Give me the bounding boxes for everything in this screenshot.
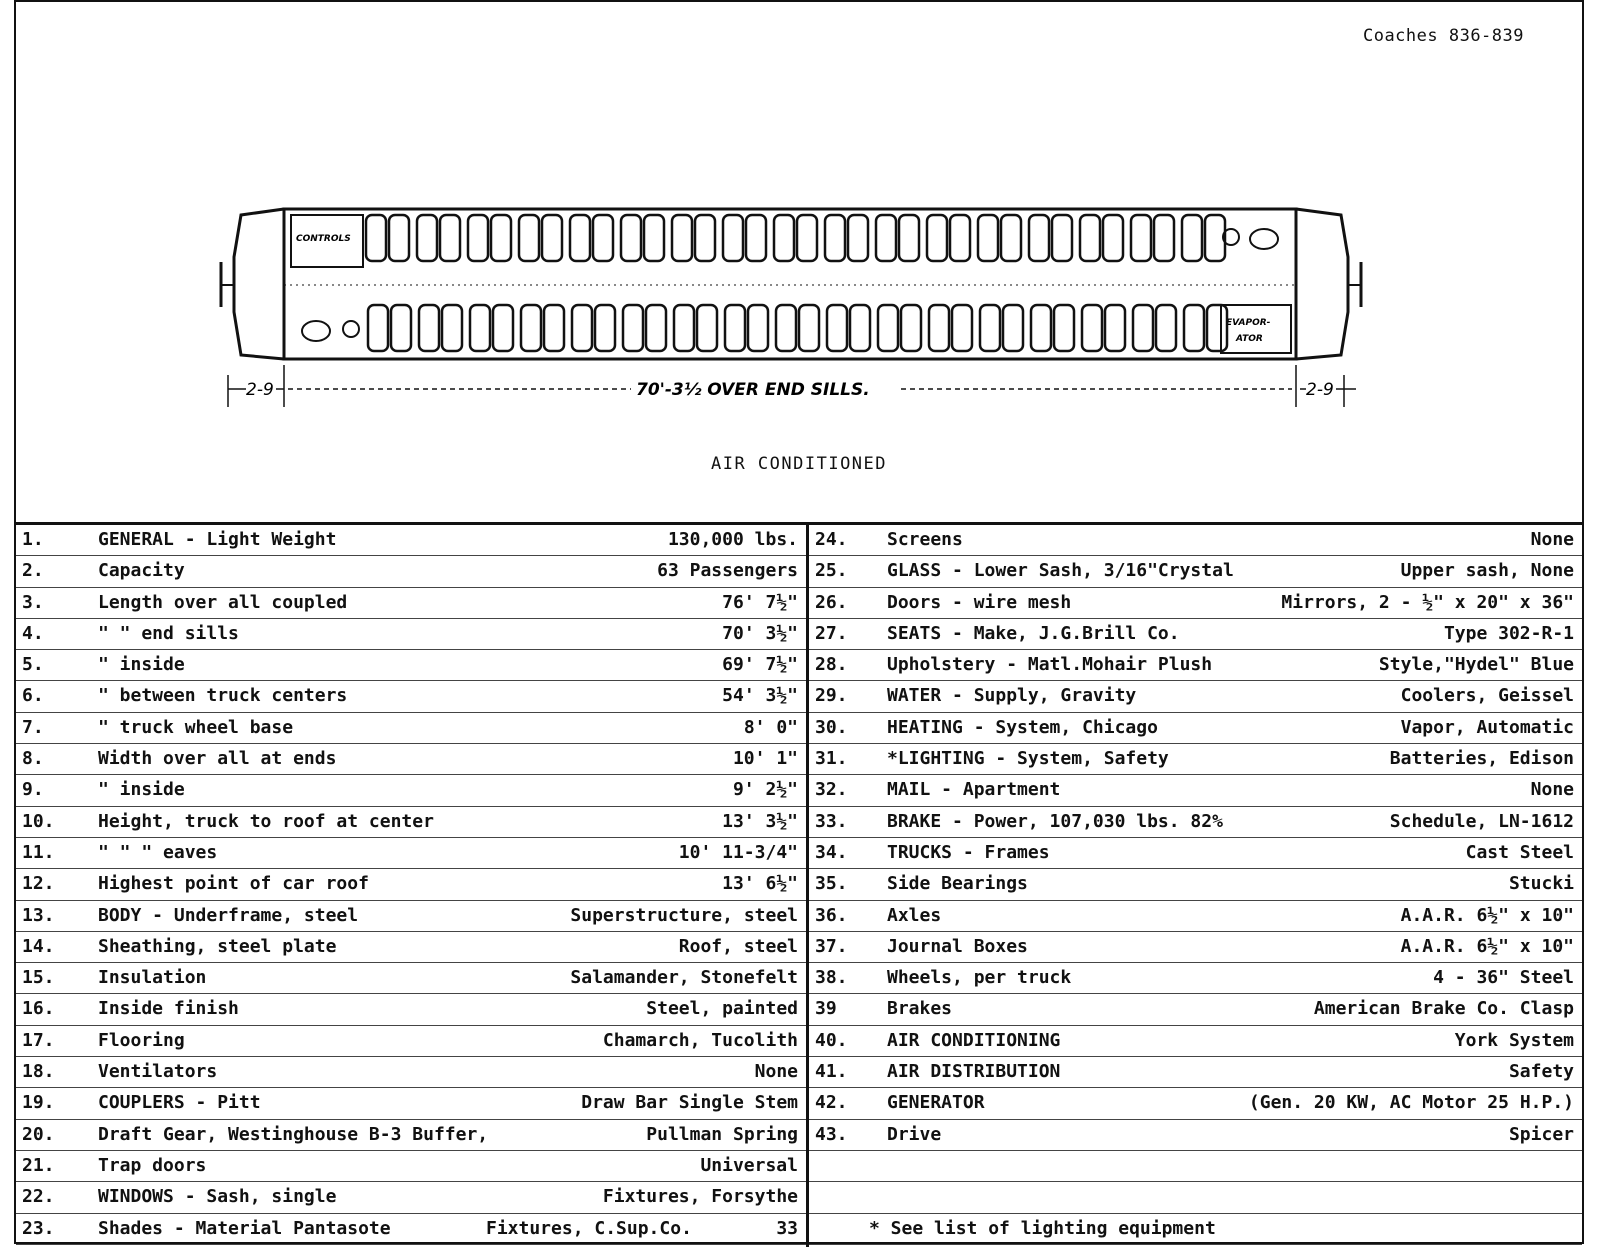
spec-number: 18. [22, 1061, 55, 1083]
spec-row [16, 588, 806, 619]
spec-value: 8' 0" [743, 716, 798, 738]
spec-column-left [16, 525, 809, 1247]
spec-value: Spicer [1508, 1123, 1574, 1145]
seat [1103, 215, 1123, 261]
spec-value: York System [1454, 1029, 1574, 1051]
seat [519, 215, 539, 261]
specification-table [16, 522, 1582, 1247]
spec-number: 39 [815, 998, 837, 1020]
spec-number: 41. [815, 1061, 848, 1083]
spec-label: Drive [887, 1123, 942, 1145]
controls-compartment [291, 215, 363, 267]
spec-value: 54' 3½" [722, 685, 798, 707]
spec-value: Salamander, Stonefelt [570, 967, 798, 989]
seat [697, 305, 717, 351]
spec-number: 17. [22, 1029, 55, 1051]
spec-row [809, 1026, 1582, 1057]
spec-row [809, 775, 1582, 806]
spec-row [809, 1120, 1582, 1151]
spec-number: 14. [22, 935, 55, 957]
seat [674, 305, 694, 351]
spec-row [16, 1214, 806, 1245]
spec-row [16, 1026, 806, 1057]
spec-row [809, 1182, 1582, 1213]
spec-label: " " end sills [98, 622, 239, 644]
seat [419, 305, 439, 351]
spec-label: " " " eaves [98, 841, 218, 863]
spec-value: Universal [700, 1154, 798, 1176]
spec-label: Screens [887, 529, 963, 550]
spec-value: 10' 11-3/4" [678, 841, 798, 863]
spec-row [16, 619, 806, 650]
seat [470, 305, 490, 351]
spec-label: Shades - Material Pantasote [98, 1217, 391, 1239]
spec-number: 34. [815, 841, 848, 863]
spec-label: MAIL - Apartment [887, 779, 1061, 801]
spec-value: Batteries, Edison [1389, 748, 1574, 770]
seat [725, 305, 745, 351]
spec-label: GENERATOR [887, 1092, 985, 1114]
spec-value: None [754, 1061, 798, 1083]
seat [950, 215, 970, 261]
spec-label: Capacity [98, 560, 185, 582]
spec-number: 12. [22, 873, 55, 895]
seat [878, 305, 898, 351]
spec-row [16, 713, 806, 744]
spec-number: 20. [22, 1123, 55, 1145]
seat [899, 215, 919, 261]
spec-row [809, 1214, 1582, 1245]
spec-number: 10. [22, 810, 55, 832]
seat [797, 215, 817, 261]
spec-row [16, 650, 806, 681]
seat [542, 215, 562, 261]
dimension-center-label: 70'-3½ OVER END SILLS. [636, 380, 870, 400]
seat [927, 215, 947, 261]
spec-sheet [14, 0, 1584, 1244]
spec-value: Cast Steel [1465, 841, 1574, 863]
seat [1205, 215, 1225, 261]
spec-label: * See list of lighting equipment [869, 1217, 1216, 1239]
spec-value: Schedule, LN-1612 [1389, 810, 1574, 832]
spec-row [809, 744, 1582, 775]
seat [1054, 305, 1074, 351]
seat [1082, 305, 1102, 351]
spec-label: GENERAL - Light Weight [98, 529, 337, 550]
evaporator-label-line1: EVAPOR- [1226, 318, 1271, 328]
seat [593, 215, 613, 261]
spec-label: Height, truck to roof at center [98, 810, 434, 832]
seat [929, 305, 949, 351]
spec-label: Side Bearings [887, 873, 1028, 895]
spec-label: BODY - Underframe, steel [98, 904, 359, 926]
spec-number: 15. [22, 967, 55, 989]
seat [1133, 305, 1153, 351]
spec-label: Doors - wire mesh [887, 591, 1072, 613]
spec-number: 28. [815, 654, 848, 676]
seat [442, 305, 462, 351]
spec-row [16, 681, 806, 712]
seat [1184, 305, 1204, 351]
spec-number: 25. [815, 560, 848, 582]
seat [799, 305, 819, 351]
spec-row [16, 869, 806, 900]
spec-row [809, 619, 1582, 650]
spec-row [809, 838, 1582, 869]
spec-number: 13. [22, 904, 55, 926]
spec-row [16, 1151, 806, 1182]
spec-label: Wheels, per truck [887, 967, 1072, 989]
seat [876, 215, 896, 261]
spec-row [16, 775, 806, 806]
spec-value: A.A.R. 6½" x 10" [1400, 904, 1574, 926]
seat [391, 305, 411, 351]
seat [623, 305, 643, 351]
evaporator-label-line2: ATOR [1236, 334, 1263, 344]
spec-label: AIR DISTRIBUTION [887, 1061, 1061, 1083]
seat [901, 305, 921, 351]
spec-label: Inside finish [98, 998, 239, 1020]
seat [468, 215, 488, 261]
seat [825, 215, 845, 261]
seat-row-top [366, 215, 1225, 261]
spec-value: None [1530, 529, 1574, 550]
seat [1001, 215, 1021, 261]
spec-number: 1. [22, 529, 44, 550]
spec-row [809, 932, 1582, 963]
spec-value: Roof, steel [678, 935, 798, 957]
spec-row [809, 963, 1582, 994]
spec-value: Mirrors, 2 - ½" x 20" x 36" [1281, 591, 1574, 613]
spec-value: None [1530, 779, 1574, 801]
spec-number: 35. [815, 873, 848, 895]
spec-label: GLASS - Lower Sash, 3/16"Crystal [887, 560, 1234, 582]
spec-number: 36. [815, 904, 848, 926]
spec-number: 16. [22, 998, 55, 1020]
spec-row [809, 525, 1582, 556]
spec-row [16, 994, 806, 1025]
coach-floor-plan-diagram [216, 197, 1416, 422]
spec-value: 33 [776, 1217, 798, 1239]
spec-row [16, 1088, 806, 1119]
seat [978, 215, 998, 261]
spec-label: " truck wheel base [98, 716, 294, 738]
spec-row [16, 556, 806, 587]
spec-row [809, 869, 1582, 900]
seat [723, 215, 743, 261]
spec-value: American Brake Co. Clasp [1313, 998, 1574, 1020]
spec-value: Stucki [1508, 873, 1574, 895]
spec-number: 31. [815, 748, 848, 770]
spec-row [809, 713, 1582, 744]
spec-number: 33. [815, 810, 848, 832]
spec-value: 70' 3½" [722, 622, 798, 644]
spec-number: 43. [815, 1123, 848, 1145]
spec-number: 6. [22, 685, 44, 707]
spec-row [809, 807, 1582, 838]
seat [672, 215, 692, 261]
spec-number: 8. [22, 748, 44, 770]
spec-row [16, 838, 806, 869]
spec-label: Ventilators [98, 1061, 218, 1083]
seat [1182, 215, 1202, 261]
spec-value: 69' 7½" [722, 654, 798, 676]
seat [570, 215, 590, 261]
seat [1003, 305, 1023, 351]
spec-number: 21. [22, 1154, 55, 1176]
spec-value: 13' 3½" [722, 810, 798, 832]
spec-row [809, 681, 1582, 712]
spec-value: Upper sash, None [1400, 560, 1574, 582]
seat [952, 305, 972, 351]
spec-value: 13' 6½" [722, 873, 798, 895]
spec-number: 4. [22, 622, 44, 644]
seat [848, 215, 868, 261]
seat [1207, 305, 1227, 351]
evaporator-compartment [1221, 305, 1291, 353]
spec-mid-value: Fixtures, C.Sup.Co. [486, 1217, 692, 1239]
spec-number: 40. [815, 1029, 848, 1051]
spec-number: 2. [22, 560, 44, 582]
spec-value: Pullman Spring [646, 1123, 798, 1145]
spec-number: 38. [815, 967, 848, 989]
spec-number: 11. [22, 841, 55, 863]
spec-label: Upholstery - Matl.Mohair Plush [887, 654, 1213, 676]
seat [621, 215, 641, 261]
seat [491, 215, 511, 261]
spec-row [16, 1120, 806, 1151]
spec-row [16, 807, 806, 838]
spec-number: 32. [815, 779, 848, 801]
spec-label: Axles [887, 904, 942, 926]
spec-number: 23. [22, 1217, 55, 1239]
seat [1052, 215, 1072, 261]
spec-row [16, 901, 806, 932]
spec-label: " inside [98, 654, 185, 676]
spec-label: BRAKE - Power, 107,030 lbs. 82% [887, 810, 1223, 832]
spec-value: 10' 1" [732, 748, 798, 770]
spec-row [809, 994, 1582, 1025]
spec-label: Sheathing, steel plate [98, 935, 337, 957]
dimension-right-label: 2-9 [1306, 380, 1334, 400]
spec-label: AIR CONDITIONING [887, 1029, 1061, 1051]
spec-label: SEATS - Make, J.G.Brill Co. [887, 622, 1180, 644]
spec-value: Safety [1508, 1061, 1574, 1083]
spec-value: 9' 2½" [732, 779, 798, 801]
spec-value: 76' 7½" [722, 591, 798, 613]
seat [366, 215, 386, 261]
spec-number: 19. [22, 1092, 55, 1114]
spec-number: 24. [815, 529, 848, 550]
seat [493, 305, 513, 351]
spec-row [16, 525, 806, 556]
spec-number: 30. [815, 716, 848, 738]
seat [776, 305, 796, 351]
spec-label: Length over all coupled [98, 591, 348, 613]
seat [646, 305, 666, 351]
spec-number: 26. [815, 591, 848, 613]
spec-number: 29. [815, 685, 848, 707]
spec-label: Flooring [98, 1029, 185, 1051]
seat [521, 305, 541, 351]
spec-value: Fixtures, Forsythe [602, 1186, 798, 1208]
spec-label: WATER - Supply, Gravity [887, 685, 1137, 707]
seat [748, 305, 768, 351]
controls-label: CONTROLS [296, 234, 351, 244]
spec-number: 42. [815, 1092, 848, 1114]
seat [1154, 215, 1174, 261]
spec-number: 37. [815, 935, 848, 957]
spec-value: 4 - 36" Steel [1433, 967, 1574, 989]
spec-value: Draw Bar Single Stem [581, 1092, 798, 1114]
spec-value: A.A.R. 6½" x 10" [1400, 935, 1574, 957]
spec-row [16, 1182, 806, 1213]
spec-label: Width over all at ends [98, 748, 337, 770]
seat [827, 305, 847, 351]
seat [389, 215, 409, 261]
spec-value: Coolers, Geissel [1400, 685, 1574, 707]
diagram-caption: AIR CONDITIONED [710, 454, 888, 474]
spec-label: Brakes [887, 998, 953, 1020]
seat [1105, 305, 1125, 351]
spec-label: Highest point of car roof [98, 873, 369, 895]
spec-row [809, 1057, 1582, 1088]
seat [1131, 215, 1151, 261]
spec-value: (Gen. 20 KW, AC Motor 25 H.P.) [1248, 1092, 1574, 1114]
seat [572, 305, 592, 351]
spec-row [809, 650, 1582, 681]
spec-value: Vapor, Automatic [1400, 716, 1574, 738]
seat-row-bottom [368, 305, 1227, 351]
spec-row [16, 932, 806, 963]
seat [746, 215, 766, 261]
seat [1080, 215, 1100, 261]
spec-value: Chamarch, Tucolith [602, 1029, 798, 1051]
spec-label: *LIGHTING - System, Safety [887, 748, 1169, 770]
spec-row [809, 588, 1582, 619]
spec-value: Steel, painted [646, 998, 798, 1020]
spec-number: 27. [815, 622, 848, 644]
seat [440, 215, 460, 261]
seat [774, 215, 794, 261]
spec-value: Style,"Hydel" Blue [1378, 654, 1574, 676]
spec-label: Draft Gear, Westinghouse B-3 Buffer, [98, 1123, 489, 1145]
spec-label: HEATING - System, Chicago [887, 716, 1158, 738]
spec-label: WINDOWS - Sash, single [98, 1186, 337, 1208]
spec-label: Journal Boxes [887, 935, 1028, 957]
spec-label: COUPLERS - Pitt [98, 1092, 261, 1114]
seat [368, 305, 388, 351]
spec-row [16, 744, 806, 775]
spec-number: 5. [22, 654, 44, 676]
spec-number: 22. [22, 1186, 55, 1208]
document-reference: Coaches 836-839 [1362, 26, 1524, 46]
dimension-left-label: 2-9 [246, 380, 274, 400]
spec-row [16, 963, 806, 994]
spec-label: TRUCKS - Frames [887, 841, 1050, 863]
spec-value: Superstructure, steel [570, 904, 798, 926]
spec-row [809, 1151, 1582, 1182]
seat [1031, 305, 1051, 351]
spec-column-right [809, 525, 1582, 1247]
spec-value: Type 302-R-1 [1443, 622, 1574, 644]
spec-row [809, 556, 1582, 587]
spec-label: Trap doors [98, 1154, 207, 1176]
spec-number: 9. [22, 779, 44, 801]
seat [595, 305, 615, 351]
seat [1029, 215, 1049, 261]
seat [544, 305, 564, 351]
seat [980, 305, 1000, 351]
spec-label: " inside [98, 779, 185, 801]
seat [644, 215, 664, 261]
spec-label: " between truck centers [98, 685, 348, 707]
seat [850, 305, 870, 351]
spec-number: 3. [22, 591, 44, 613]
seat [695, 215, 715, 261]
spec-row [16, 1057, 806, 1088]
spec-value: 63 Passengers [657, 560, 798, 582]
spec-number: 7. [22, 716, 44, 738]
seat [1156, 305, 1176, 351]
seat [417, 215, 437, 261]
spec-label: Insulation [98, 967, 207, 989]
spec-value: 130,000 lbs. [667, 529, 798, 550]
spec-row [809, 901, 1582, 932]
spec-row [809, 1088, 1582, 1119]
